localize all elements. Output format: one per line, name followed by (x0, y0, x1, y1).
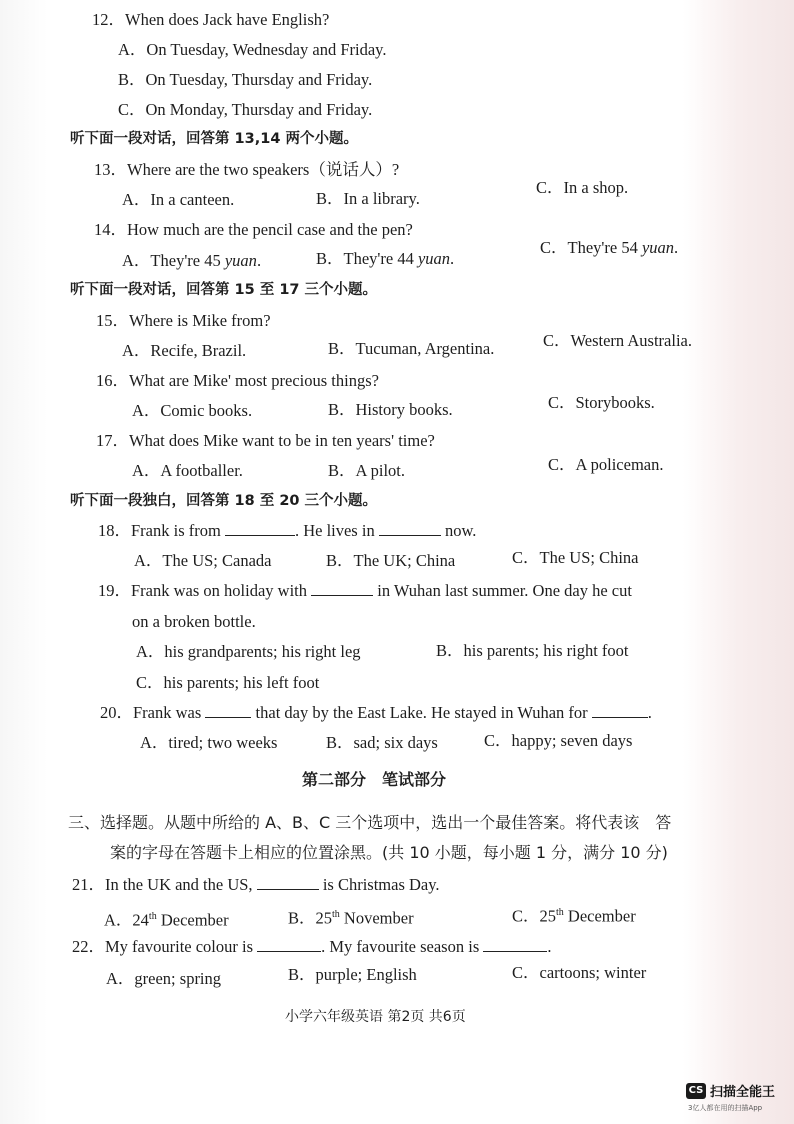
question-text: Where are the two speakers（说话人）? (127, 160, 400, 179)
option-16b: B．History books. (328, 400, 453, 419)
question-14 (94, 220, 413, 240)
option-19c: C．his parents; his left foot (136, 673, 320, 692)
question-17 (96, 431, 435, 451)
question-number: 18． (98, 521, 131, 540)
option-14c: C．They're 54 yuan. (540, 238, 679, 257)
answer-blank (483, 937, 547, 952)
option-21b: B．25th November (288, 908, 414, 928)
option-22a: A．green; spring (106, 969, 222, 988)
option-15a: A．Recife, Brazil. (122, 341, 247, 360)
part-two-title: 第二部分 笔试部分 (302, 770, 447, 789)
option-13b: B．In a library. (316, 189, 420, 208)
option-12a: A．On Tuesday, Wednesday and Friday. (118, 40, 387, 59)
option-16c: C．Storybooks. (548, 393, 655, 412)
question-text: When does Jack have English? (125, 10, 330, 29)
question-number: 15． (96, 311, 129, 330)
option-21c: C．25th December (512, 906, 636, 926)
page-footer: 小学六年级英语 第2页 共6页 (285, 1009, 466, 1025)
option-15c: C．Western Australia. (543, 331, 692, 350)
option-17a: A．A footballer. (132, 461, 243, 480)
option-20b: B．sad; six days (326, 733, 438, 752)
option-14a: A．They're 45 yuan. (122, 251, 262, 270)
question-19-continued: on a broken bottle. (132, 612, 256, 631)
option-19a: A．his grandparents; his right leg (136, 642, 361, 661)
answer-blank (257, 937, 321, 952)
question-12 (92, 10, 329, 30)
option-18a: A．The US; Canada (134, 551, 272, 570)
listening-instruction-1: 听下面一段对话，回答第 13,14 两个小题。 (70, 131, 358, 147)
option-20c: C．happy; seven days (484, 731, 633, 750)
option-22b: B．purple; English (288, 965, 417, 984)
question-number: 12． (92, 10, 125, 29)
section-three-instruction-continued: 案的字母在答题卡上相应的位置涂黑。(共 10 小题，每小题 1 分，满分 10 分) (110, 843, 668, 862)
option-18b: B．The UK; China (326, 551, 456, 570)
option-20a: A．tired; two weeks (140, 733, 278, 752)
cs-logo-icon: CS (686, 1083, 706, 1099)
answer-blank (205, 703, 251, 718)
option-12b: B．On Tuesday, Thursday and Friday. (118, 70, 373, 89)
question-number: 14． (94, 220, 127, 239)
question-number: 13． (94, 160, 127, 179)
question-19: 19．Frank was on holiday with in Wuhan last summer. One day he cut (98, 581, 632, 600)
listening-instruction-2: 听下面一段对话，回答第 15 至 17 三个小题。 (70, 282, 378, 298)
section-three-instruction: 三、选择题。从题中所给的 A、B、C 三个选项中，选出一个最佳答案。将代表该 答 (68, 813, 672, 832)
question-text: Where is Mike from? (129, 311, 271, 330)
option-12c: C．On Monday, Thursday and Friday. (118, 100, 373, 119)
question-21: 21．In the UK and the US, is Christmas Day. (72, 875, 440, 894)
answer-blank (592, 703, 648, 718)
question-text: What are Mike' most precious things? (129, 371, 379, 390)
answer-blank (379, 521, 441, 536)
question-text: How much are the pencil case and the pen? (127, 220, 413, 239)
question-16 (96, 371, 379, 391)
option-14b: B．They're 44 yuan. (316, 249, 455, 268)
question-20: 20．Frank was that day by the East Lake. He stayed in Wuhan for . (100, 703, 652, 722)
question-text: What does Mike want to be in ten years' time? (129, 431, 435, 450)
question-number: 19． (98, 581, 131, 600)
question-number: 16． (96, 371, 129, 390)
option-16a: A．Comic books. (132, 401, 253, 420)
scanner-app-name: 扫描全能王 (710, 1085, 776, 1100)
answer-blank (257, 875, 319, 890)
option-15b: B．Tucuman, Argentina. (328, 339, 495, 358)
scanner-tagline: 3亿人都在用的扫描App (688, 1104, 763, 1112)
option-18c: C．The US; China (512, 548, 639, 567)
option-19b: B．his parents; his right foot (436, 641, 629, 660)
question-22: 22．My favourite colour is . My favourite season is . (72, 937, 552, 956)
option-17c: C．A policeman. (548, 455, 664, 474)
option-13c: C．In a shop. (536, 178, 629, 197)
question-18: 18．Frank is from . He lives in now. (98, 521, 477, 540)
option-22c: C．cartoons; winter (512, 963, 647, 982)
option-17b: B．A pilot. (328, 461, 406, 480)
question-number: 20． (100, 703, 133, 722)
listening-instruction-3: 听下面一段独白，回答第 18 至 20 三个小题。 (70, 493, 378, 509)
option-21a: A．24th December (104, 910, 229, 930)
answer-blank (225, 521, 295, 536)
scanner-logo (686, 1081, 775, 1100)
question-number: 21． (72, 875, 105, 894)
question-number: 22． (72, 937, 105, 956)
option-13a: A．In a canteen. (122, 190, 235, 209)
question-13 (94, 160, 399, 180)
answer-blank (311, 581, 373, 596)
question-number: 17． (96, 431, 129, 450)
question-15 (96, 311, 271, 331)
